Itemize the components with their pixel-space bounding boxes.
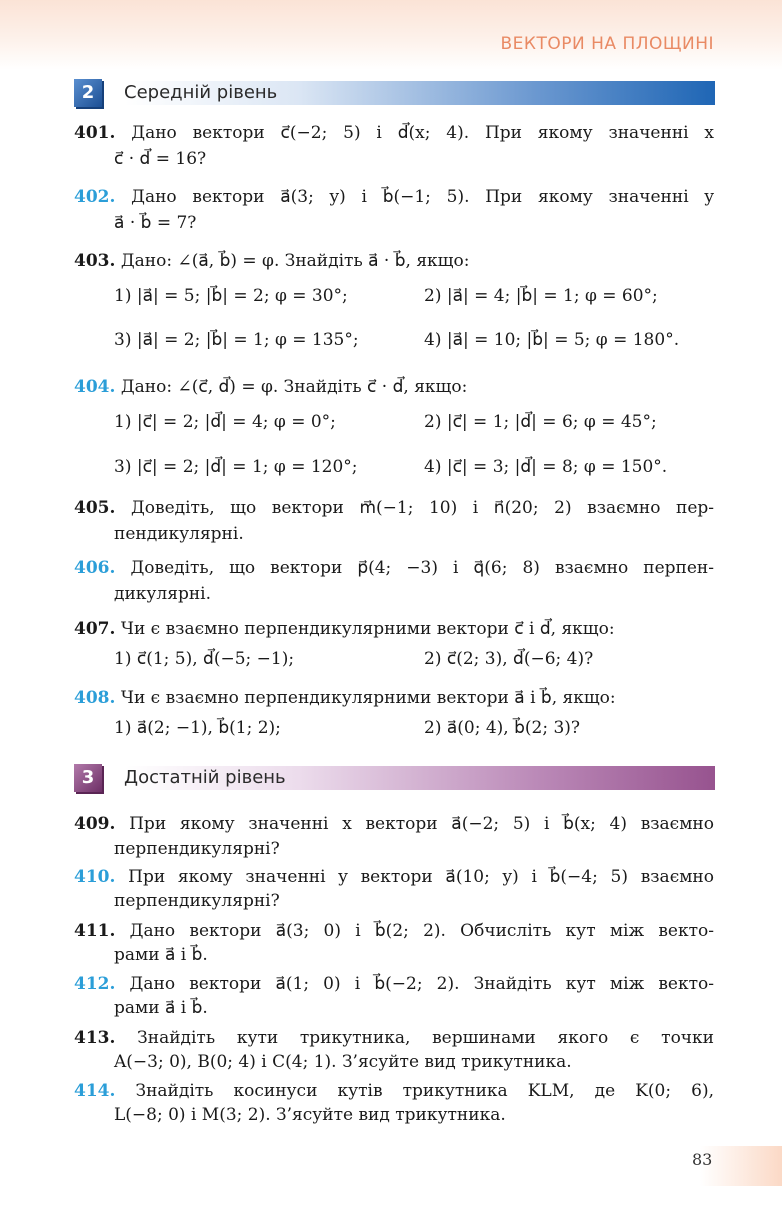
- problem-411-line1: [74, 919, 714, 944]
- problem-402-line1: [74, 185, 714, 210]
- problem-404-item-3: 3) |c⃗| = 2; |d⃗| = 1; φ = 120°;: [114, 457, 358, 477]
- problem-number: 410.: [74, 867, 116, 887]
- problem-text: Знайдіть косинуси кутів трикутника KLM, де K(0; 6),: [135, 1081, 715, 1101]
- problem-409-line1: [74, 812, 714, 837]
- problem-text: Знайдіть кути трикутника, вершинами якого є точки: [137, 1028, 715, 1048]
- problem-410-line1: [74, 865, 714, 890]
- level-2-header: [74, 81, 715, 105]
- problem-405-line2: пендикулярні.: [114, 524, 244, 544]
- problem-407-line1: [74, 617, 714, 642]
- problem-408-line1: [74, 686, 714, 711]
- problem-407-item-2: 2) c⃗(2; 3), d⃗(−6; 4)?: [424, 649, 594, 669]
- problem-number: 405.: [74, 498, 116, 518]
- problem-text: Чи є взаємно перпендикулярними вектори c⃗ і d⃗, якщо:: [120, 619, 615, 639]
- problem-403-item-2: 2) |a⃗| = 4; |b⃗| = 1; φ = 60°;: [424, 286, 658, 306]
- problem-404-item-4: 4) |c⃗| = 3; |d⃗| = 8; φ = 150°.: [424, 457, 668, 477]
- problem-number: 403.: [74, 251, 116, 271]
- problem-402-line2: a⃗ · b⃗ = 7?: [114, 213, 197, 233]
- running-head: ВЕКТОРИ НА ПЛОЩИНІ: [500, 34, 714, 54]
- problem-410-line2: перпендикулярні?: [114, 891, 280, 911]
- problem-text: Доведіть, що вектори p⃗(4; −3) і q⃗(6; 8) взаємно перпен-: [130, 558, 714, 578]
- problem-number: 408.: [74, 688, 116, 708]
- problem-number: 402.: [74, 187, 116, 207]
- problem-405-line1: [74, 496, 714, 521]
- problem-404-line1: [74, 375, 714, 400]
- problem-403-line1: [74, 249, 714, 274]
- problem-404-item-1: 1) |c⃗| = 2; |d⃗| = 4; φ = 0°;: [114, 412, 336, 432]
- problem-401-line2: c⃗ · d⃗ = 16?: [114, 149, 207, 169]
- level-2-title: Середній рівень: [124, 82, 278, 103]
- level-3-header: [74, 766, 715, 790]
- problem-414-line1: [74, 1079, 714, 1104]
- problem-number: 413.: [74, 1028, 116, 1048]
- problem-414-line2: L(−8; 0) і M(3; 2). З’ясуйте вид трикутника.: [114, 1105, 506, 1125]
- level-2-badge: 2: [74, 79, 102, 107]
- problem-409-line2: перпендикулярні?: [114, 839, 280, 859]
- problem-413-line2: A(−3; 0), B(0; 4) і C(4; 1). З’ясуйте вид трикутника.: [114, 1052, 572, 1072]
- problem-number: 411.: [74, 921, 116, 941]
- problem-number: 401.: [74, 123, 116, 143]
- problem-403-item-3: 3) |a⃗| = 2; |b⃗| = 1; φ = 135°;: [114, 330, 359, 350]
- problem-408-item-2: 2) a⃗(0; 4), b⃗(2; 3)?: [424, 718, 581, 738]
- problem-text: При якому значенні x вектори a⃗(−2; 5) і b⃗(x; 4) взаємно: [129, 814, 714, 834]
- problem-403-item-1: 1) |a⃗| = 5; |b⃗| = 2; φ = 30°;: [114, 286, 348, 306]
- problem-401-line1: [74, 121, 714, 146]
- problem-404-item-2: 2) |c⃗| = 1; |d⃗| = 6; φ = 45°;: [424, 412, 657, 432]
- problem-text: Дано вектори a⃗(1; 0) і b⃗(−2; 2). Знайдіть кут між векто-: [129, 974, 714, 994]
- problem-text: Дано вектори a⃗(3; y) і b⃗(−1; 5). При якому значенні y: [131, 187, 714, 207]
- problem-text: При якому значенні y вектори a⃗(10; y) і b⃗(−4; 5) взаємно: [128, 867, 714, 887]
- problem-412-line1: [74, 972, 714, 997]
- problem-406-line1: [74, 556, 714, 581]
- problem-number: 407.: [74, 619, 116, 639]
- page-number: 83: [692, 1150, 713, 1169]
- problem-text: Дано: ∠(a⃗, b⃗) = φ. Знайдіть a⃗ · b⃗, якщо:: [120, 251, 470, 271]
- problem-406-line2: дикулярні.: [114, 584, 212, 604]
- problem-text: Дано вектори a⃗(3; 0) і b⃗(2; 2). Обчисліть кут між векто-: [129, 921, 714, 941]
- problem-number: 412.: [74, 974, 116, 994]
- problem-number: 414.: [74, 1081, 116, 1101]
- problem-text: Чи є взаємно перпендикулярними вектори a⃗ і b⃗, якщо:: [120, 688, 616, 708]
- level-3-badge: 3: [74, 764, 102, 792]
- problem-413-line1: [74, 1026, 714, 1051]
- problem-text: Дано: ∠(c⃗, d⃗) = φ. Знайдіть c⃗ · d⃗, якщо:: [120, 377, 468, 397]
- problem-text: Дано вектори c⃗(−2; 5) і d⃗(x; 4). При якому значенні x: [131, 123, 715, 143]
- problem-403-item-4: 4) |a⃗| = 10; |b⃗| = 5; φ = 180°.: [424, 330, 680, 350]
- problem-407-item-1: 1) c⃗(1; 5), d⃗(−5; −1);: [114, 649, 295, 669]
- problem-number: 409.: [74, 814, 116, 834]
- problem-408-item-1: 1) a⃗(2; −1), b⃗(1; 2);: [114, 718, 281, 738]
- problem-number: 406.: [74, 558, 116, 578]
- problem-text: Доведіть, що вектори m⃗(−1; 10) і n⃗(20; 2) взаємно пер-: [130, 498, 714, 518]
- problem-number: 404.: [74, 377, 116, 397]
- level-3-title: Достатній рівень: [124, 767, 286, 788]
- problem-411-line2: рами a⃗ і b⃗.: [114, 945, 208, 965]
- problem-412-line2: рами a⃗ і b⃗.: [114, 998, 208, 1018]
